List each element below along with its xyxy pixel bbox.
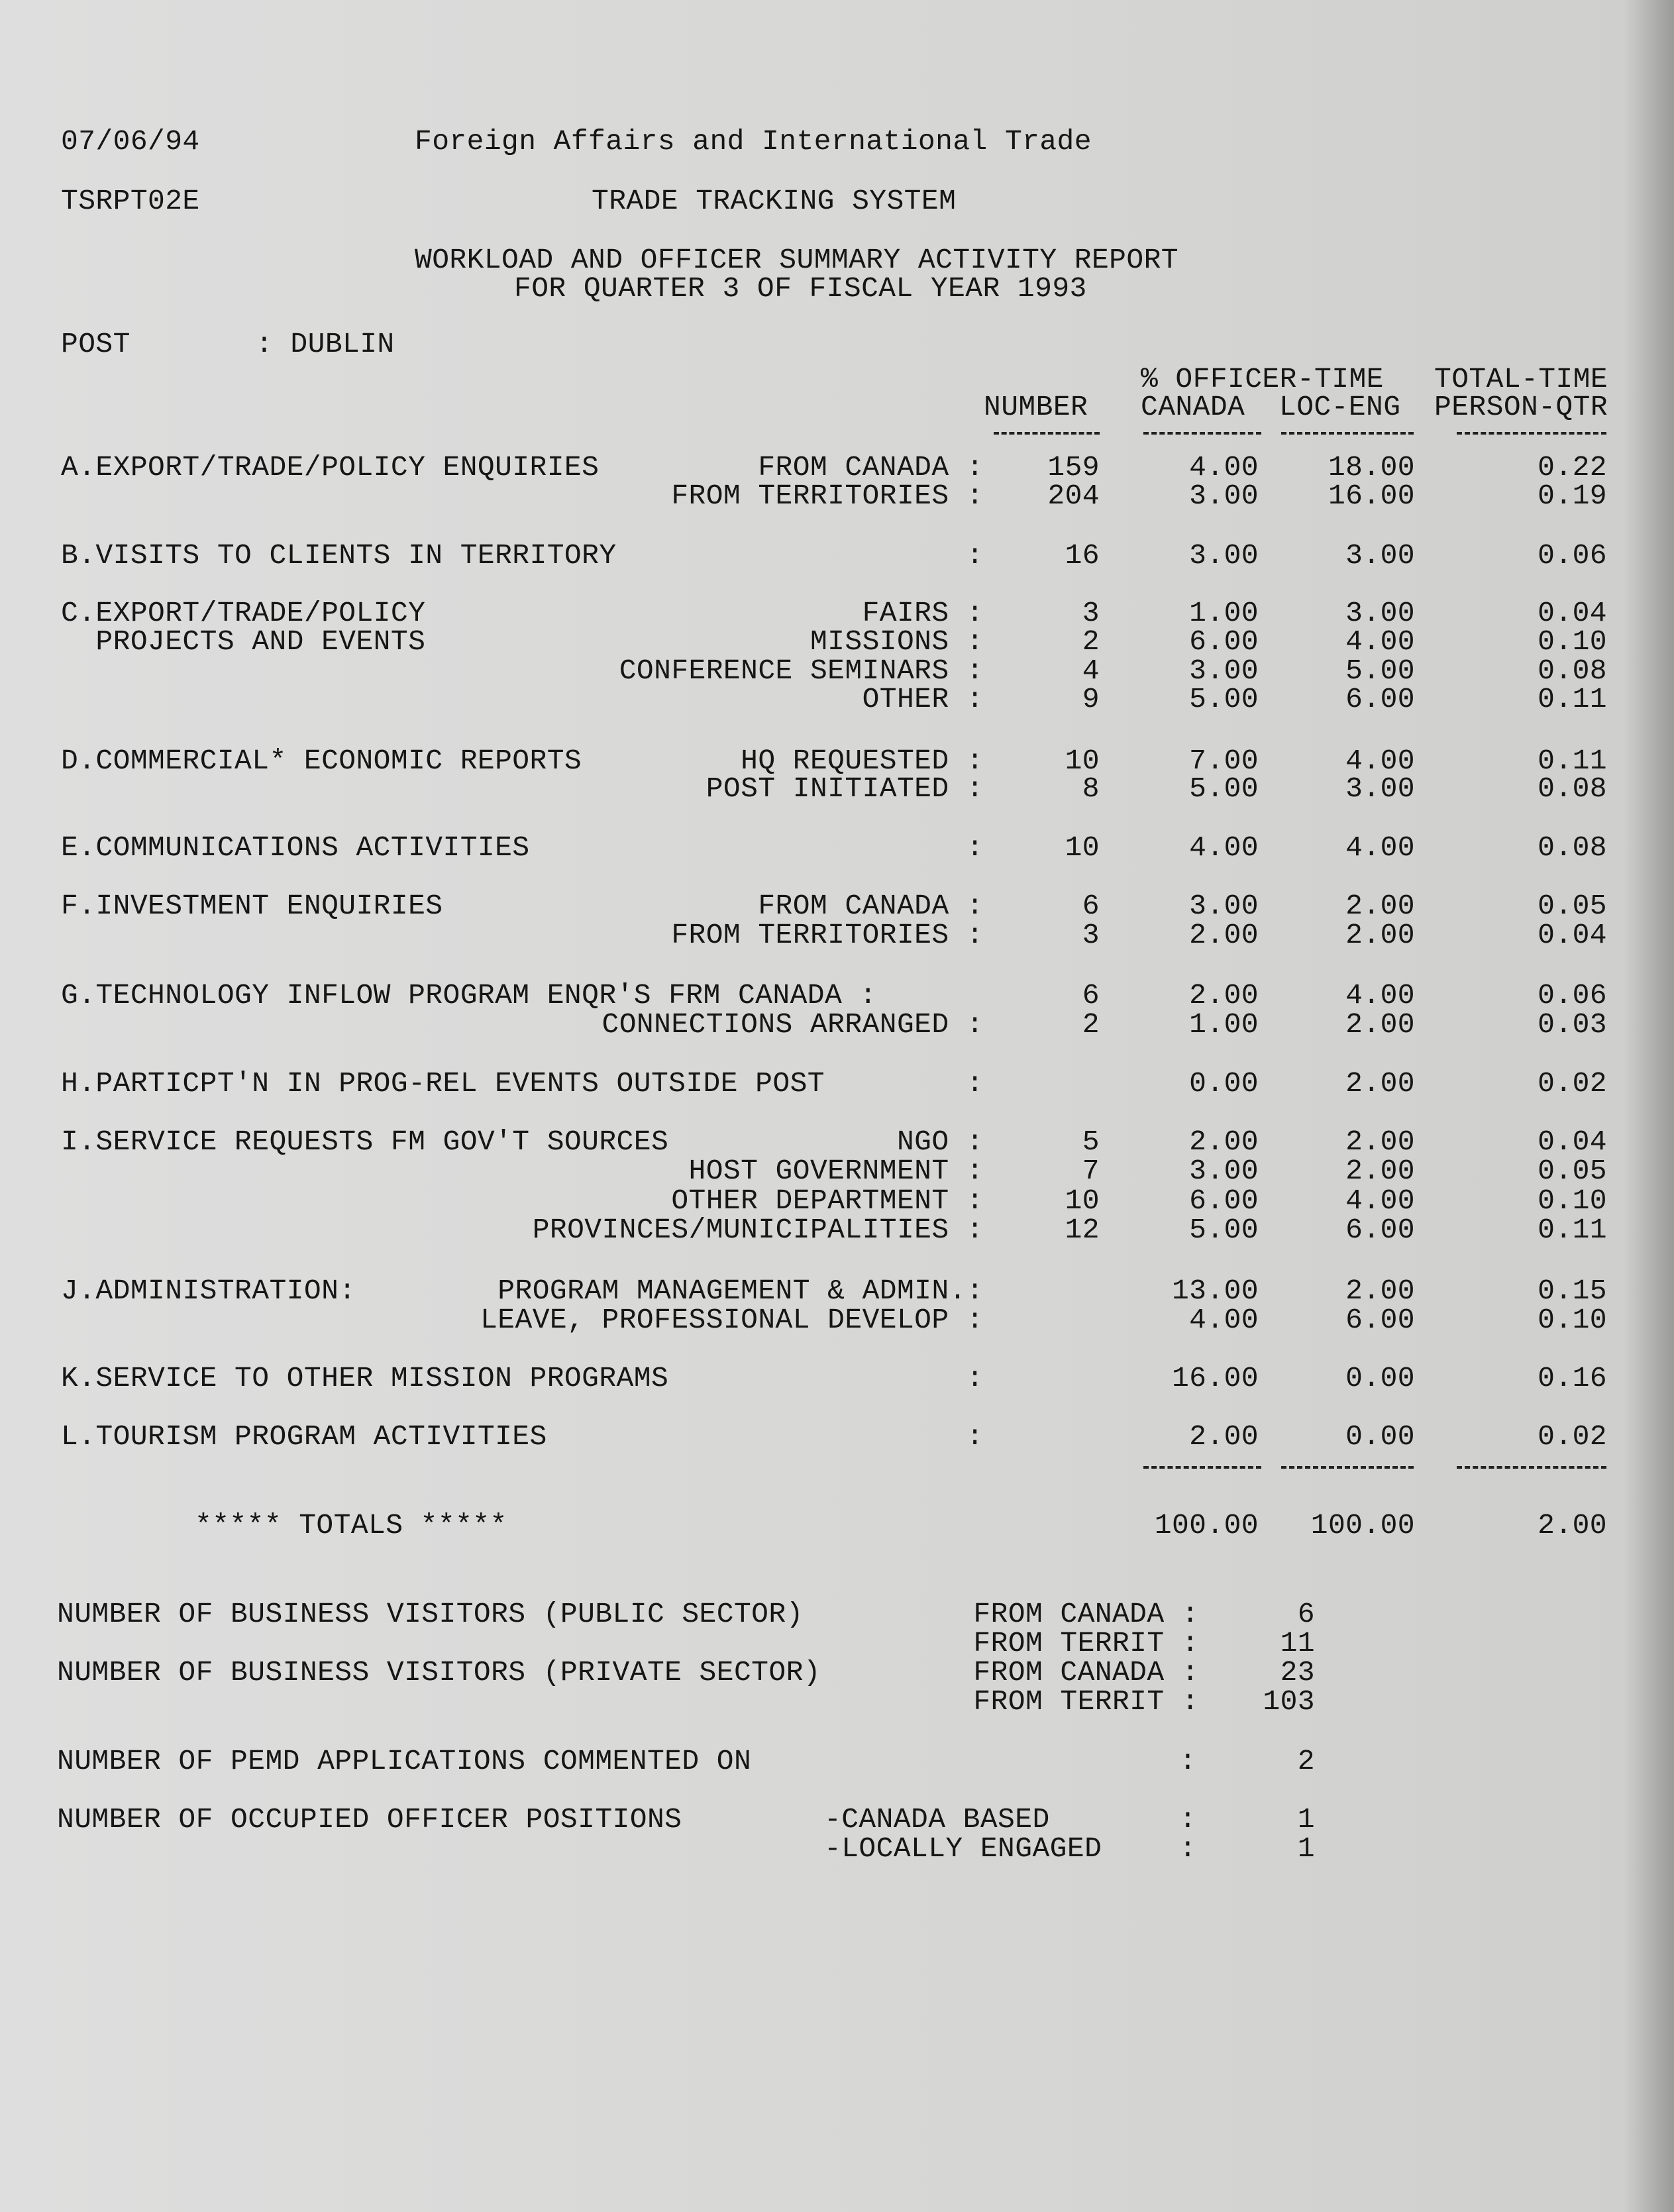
row-person-qtr: 0.04 [1538, 1126, 1607, 1158]
visitor-count: 103 [1263, 1685, 1315, 1718]
row-person-qtr: 0.10 [1538, 1185, 1607, 1217]
row-sublabel: HQ REQUESTED : [741, 745, 984, 777]
row-person-qtr: 0.10 [1538, 625, 1607, 658]
row-canada: 2.00 [1189, 1126, 1259, 1158]
row-sublabel: FROM CANADA : [758, 890, 984, 922]
row-loc-eng: 18.00 [1328, 451, 1415, 484]
row-loc-eng: 3.00 [1345, 772, 1415, 805]
pemd-label: NUMBER OF PEMD APPLICATIONS COMMENTED ON [57, 1745, 752, 1777]
row-number: 10 [1065, 1185, 1100, 1217]
row-canada: 5.00 [1189, 1214, 1259, 1246]
row-canada: 6.00 [1189, 625, 1259, 658]
row-canada: 2.00 [1189, 919, 1259, 951]
visitor-count: 11 [1280, 1627, 1315, 1659]
number-header: NUMBER [984, 391, 1088, 423]
row-sublabel: : [966, 1067, 984, 1100]
row-label: PROJECTS AND EVENTS [61, 625, 426, 658]
row-number: 3 [1082, 919, 1100, 951]
row-sublabel: FAIRS : [862, 597, 984, 629]
row-number: 5 [1082, 1126, 1100, 1158]
loc-eng-underline [1281, 432, 1414, 435]
visitor-label: NUMBER OF BUSINESS VISITORS (PUBLIC SECTOR) [57, 1598, 804, 1630]
row-loc-eng: 2.00 [1345, 1275, 1415, 1307]
row-sublabel: FROM TERRITORIES : [671, 919, 984, 951]
total-time-header: TOTAL-TIME [1434, 363, 1608, 395]
row-label: J.ADMINISTRATION: [61, 1275, 356, 1307]
row-sublabel: CONNECTIONS ARRANGED : [602, 1008, 984, 1041]
row-loc-eng: 4.00 [1345, 625, 1415, 658]
row-sublabel: PROGRAM MANAGEMENT & ADMIN.: [497, 1275, 984, 1307]
row-canada: 4.00 [1189, 451, 1259, 484]
row-label: C.EXPORT/TRADE/POLICY [61, 597, 426, 629]
row-loc-eng: 2.00 [1345, 1126, 1415, 1158]
row-number: 6 [1082, 890, 1100, 922]
row-person-qtr: 0.15 [1538, 1275, 1607, 1307]
loc-eng-total-rule [1281, 1466, 1414, 1469]
row-sublabel: : [966, 1362, 984, 1395]
row-label: K.SERVICE TO OTHER MISSION PROGRAMS [61, 1362, 669, 1395]
post-value: : DUBLIN [256, 328, 395, 360]
person-qtr-underline [1457, 432, 1606, 435]
row-person-qtr: 0.04 [1538, 597, 1607, 629]
row-person-qtr: 0.06 [1538, 539, 1607, 572]
post-label: POST [61, 328, 131, 360]
row-loc-eng: 6.00 [1345, 683, 1415, 715]
row-canada: 3.00 [1189, 539, 1259, 572]
row-person-qtr: 0.05 [1538, 1155, 1607, 1187]
row-loc-eng: 6.00 [1345, 1304, 1415, 1336]
row-label: D.COMMERCIAL* ECONOMIC REPORTS [61, 745, 582, 777]
person-qtr-header: PERSON-QTR [1434, 391, 1608, 423]
row-number: 159 [1047, 451, 1100, 484]
row-person-qtr: 0.02 [1538, 1067, 1607, 1100]
row-number: 3 [1082, 597, 1100, 629]
canada-total-rule [1143, 1466, 1261, 1469]
row-number: 6 [1082, 979, 1100, 1012]
row-person-qtr: 0.06 [1538, 979, 1607, 1012]
totals-label: ***** TOTALS ***** [195, 1509, 507, 1542]
row-number: 2 [1082, 1008, 1100, 1041]
row-sublabel: OTHER : [862, 683, 984, 715]
row-loc-eng: 2.00 [1345, 1008, 1415, 1041]
positions-label: NUMBER OF OCCUPIED OFFICER POSITIONS [57, 1803, 682, 1836]
row-canada: 7.00 [1189, 745, 1259, 777]
row-number: 10 [1065, 831, 1100, 864]
row-person-qtr: 0.11 [1538, 1214, 1607, 1246]
row-number: 4 [1082, 655, 1100, 687]
row-number: 7 [1082, 1155, 1100, 1187]
row-person-qtr: 0.03 [1538, 1008, 1607, 1041]
row-sublabel: FROM CANADA : [758, 451, 984, 484]
row-label: H.PARTICPT'N IN PROG-REL EVENTS OUTSIDE POST [61, 1067, 825, 1100]
row-person-qtr: 0.08 [1538, 772, 1607, 805]
row-number: 16 [1065, 539, 1100, 572]
row-canada: 13.00 [1171, 1275, 1259, 1307]
row-number: 10 [1065, 745, 1100, 777]
row-person-qtr: 0.08 [1538, 655, 1607, 687]
row-label: G.TECHNOLOGY INFLOW PROGRAM ENQR'S FRM CANADA : [61, 979, 877, 1012]
visitor-source: FROM CANADA : [973, 1598, 1199, 1630]
row-canada: 3.00 [1189, 480, 1259, 512]
visitor-count: 23 [1280, 1656, 1315, 1689]
row-canada: 2.00 [1189, 1420, 1259, 1453]
officer-time-header: % OFFICER-TIME [1141, 363, 1384, 395]
row-label: F.INVESTMENT ENQUIRIES [61, 890, 443, 922]
row-loc-eng: 2.00 [1345, 919, 1415, 951]
positions-type: -LOCALLY ENGAGED [824, 1832, 1102, 1865]
row-loc-eng: 2.00 [1345, 1067, 1415, 1100]
row-loc-eng: 0.00 [1345, 1362, 1415, 1395]
row-number: 204 [1047, 480, 1100, 512]
report-date: 07/06/94 [61, 125, 200, 158]
row-loc-eng: 6.00 [1345, 1214, 1415, 1246]
row-canada: 3.00 [1189, 1155, 1259, 1187]
positions-type: -CANADA BASED [824, 1803, 1050, 1836]
row-person-qtr: 0.02 [1538, 1420, 1607, 1453]
row-label: I.SERVICE REQUESTS FM GOV'T SOURCES [61, 1126, 669, 1158]
row-label: B.VISITS TO CLIENTS IN TERRITORY [61, 539, 617, 572]
positions-colon: : [1179, 1832, 1197, 1865]
row-canada: 3.00 [1189, 655, 1259, 687]
row-sublabel: POST INITIATED : [706, 772, 984, 805]
row-canada: 0.00 [1189, 1067, 1259, 1100]
positions-colon: : [1179, 1803, 1197, 1836]
row-sublabel: NGO : [896, 1126, 984, 1158]
row-sublabel: : [966, 539, 984, 572]
visitor-source: FROM CANADA : [973, 1656, 1199, 1689]
row-loc-eng: 4.00 [1345, 1185, 1415, 1217]
row-person-qtr: 0.22 [1538, 451, 1607, 484]
row-sublabel: FROM TERRITORIES : [671, 480, 984, 512]
report-subtitle: FOR QUARTER 3 OF FISCAL YEAR 1993 [514, 272, 1087, 305]
row-person-qtr: 0.10 [1538, 1304, 1607, 1336]
number-underline [994, 432, 1100, 435]
person-qtr-total-rule [1457, 1466, 1606, 1469]
row-sublabel: MISSIONS : [810, 625, 984, 658]
row-canada: 1.00 [1189, 597, 1259, 629]
row-sublabel: CONFERENCE SEMINARS : [619, 655, 984, 687]
row-canada: 4.00 [1189, 831, 1259, 864]
row-label: A.EXPORT/TRADE/POLICY ENQUIRIES [61, 451, 600, 484]
row-sublabel: : [966, 831, 984, 864]
row-loc-eng: 4.00 [1345, 745, 1415, 777]
pemd-colon: : [1179, 1745, 1197, 1777]
row-loc-eng: 2.00 [1345, 1155, 1415, 1187]
row-number: 8 [1082, 772, 1100, 805]
row-label: E.COMMUNICATIONS ACTIVITIES [61, 831, 530, 864]
visitor-source: FROM TERRIT : [973, 1627, 1199, 1659]
row-canada: 6.00 [1189, 1185, 1259, 1217]
totals-loc-eng: 100.00 [1310, 1509, 1415, 1542]
row-canada: 3.00 [1189, 890, 1259, 922]
report-code: TSRPT02E [61, 185, 200, 217]
row-person-qtr: 0.11 [1538, 683, 1607, 715]
system-name: TRADE TRACKING SYSTEM [592, 185, 957, 217]
row-label: L.TOURISM PROGRAM ACTIVITIES [61, 1420, 547, 1453]
row-loc-eng: 5.00 [1345, 655, 1415, 687]
row-person-qtr: 0.16 [1538, 1362, 1607, 1395]
positions-count: 1 [1297, 1803, 1315, 1836]
row-loc-eng: 16.00 [1328, 480, 1415, 512]
loc-eng-header: LOC-ENG [1279, 391, 1401, 423]
row-sublabel: OTHER DEPARTMENT : [671, 1185, 984, 1217]
row-loc-eng: 3.00 [1345, 539, 1415, 572]
row-canada: 2.00 [1189, 979, 1259, 1012]
row-canada: 5.00 [1189, 772, 1259, 805]
totals-person-qtr: 2.00 [1538, 1509, 1607, 1542]
canada-underline [1143, 432, 1261, 435]
pemd-count: 2 [1297, 1745, 1315, 1777]
row-number: 2 [1082, 625, 1100, 658]
row-person-qtr: 0.05 [1538, 890, 1607, 922]
row-canada: 5.00 [1189, 683, 1259, 715]
positions-count: 1 [1297, 1832, 1315, 1865]
row-loc-eng: 2.00 [1345, 890, 1415, 922]
report-title: WORKLOAD AND OFFICER SUMMARY ACTIVITY REPORT [415, 244, 1178, 276]
row-loc-eng: 3.00 [1345, 597, 1415, 629]
row-canada: 4.00 [1189, 1304, 1259, 1336]
row-loc-eng: 4.00 [1345, 831, 1415, 864]
row-loc-eng: 4.00 [1345, 979, 1415, 1012]
row-person-qtr: 0.08 [1538, 831, 1607, 864]
department-name: Foreign Affairs and International Trade [415, 125, 1092, 158]
row-person-qtr: 0.04 [1538, 919, 1607, 951]
row-loc-eng: 0.00 [1345, 1420, 1415, 1453]
row-sublabel: LEAVE, PROFESSIONAL DEVELOP : [480, 1304, 984, 1336]
row-sublabel: : [966, 1420, 984, 1453]
row-number: 12 [1065, 1214, 1100, 1246]
row-canada: 16.00 [1171, 1362, 1259, 1395]
row-person-qtr: 0.11 [1538, 745, 1607, 777]
canada-header: CANADA [1141, 391, 1245, 423]
visitor-label: NUMBER OF BUSINESS VISITORS (PRIVATE SECTOR) [57, 1656, 821, 1689]
visitor-count: 6 [1297, 1598, 1315, 1630]
row-number: 9 [1082, 683, 1100, 715]
row-person-qtr: 0.19 [1538, 480, 1607, 512]
row-sublabel: PROVINCES/MUNICIPALITIES : [532, 1214, 984, 1246]
row-canada: 1.00 [1189, 1008, 1259, 1041]
visitor-source: FROM TERRIT : [973, 1685, 1199, 1718]
totals-canada: 100.00 [1154, 1509, 1259, 1542]
row-sublabel: HOST GOVERNMENT : [688, 1155, 984, 1187]
